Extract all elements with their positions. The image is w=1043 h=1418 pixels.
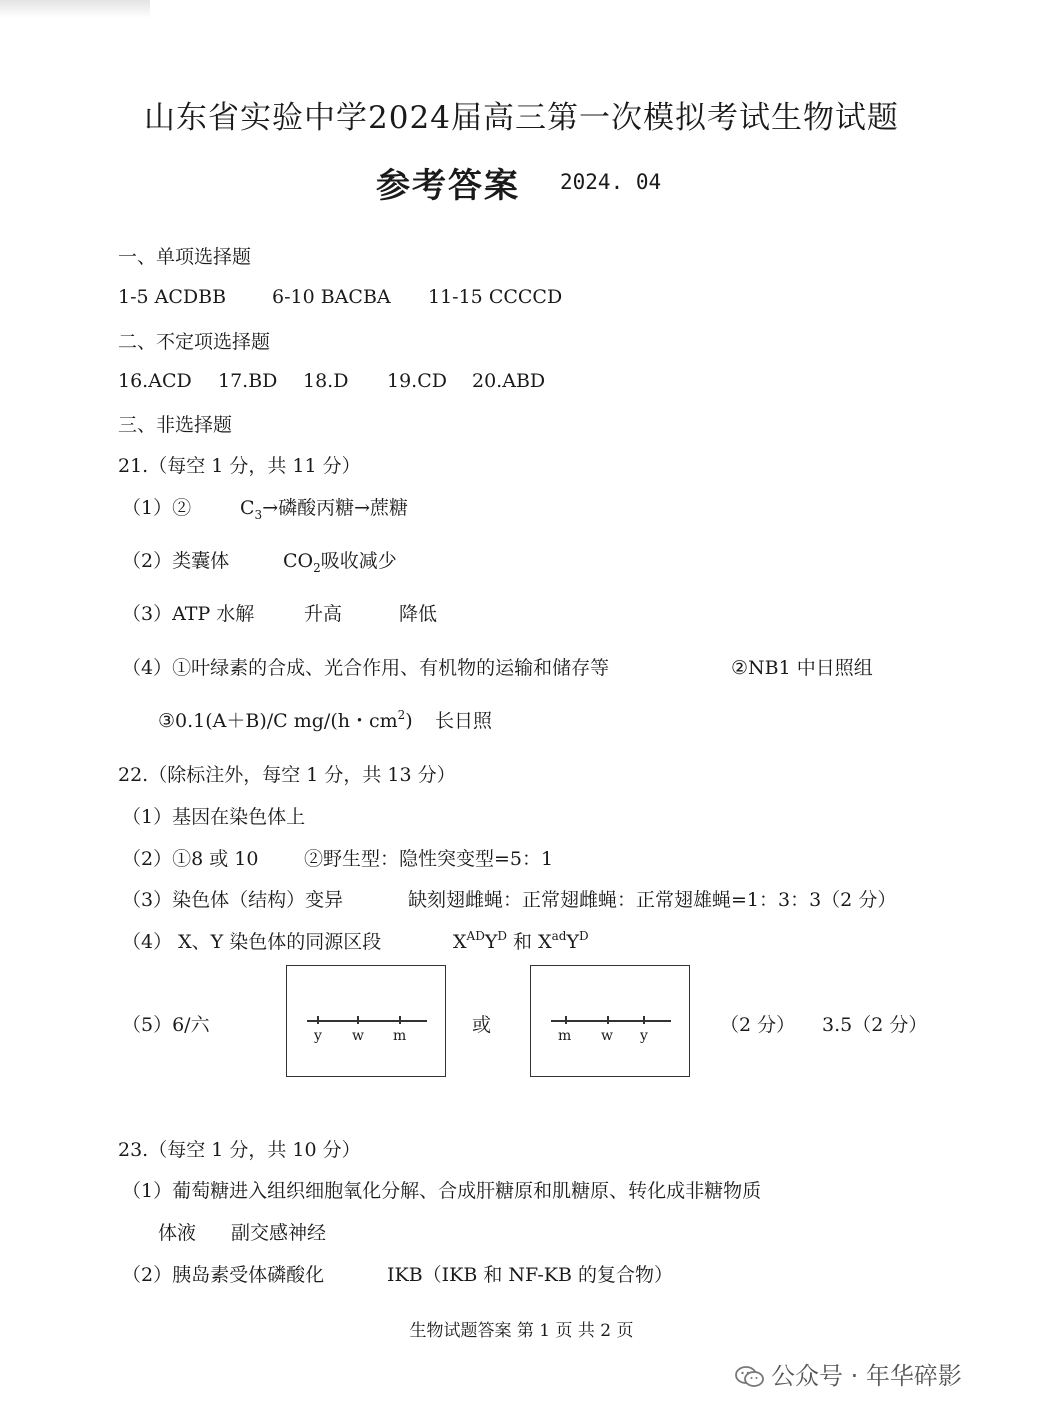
answer-key-heading: 参考答案 [376, 166, 520, 206]
gene-label-m: m [393, 1028, 407, 1044]
q23-part2-b: IKB（IKB 和 NF-KB 的复合物） [387, 1264, 673, 1286]
q23-part1-b: 体液 [158, 1222, 197, 1244]
wechat-icon [735, 1366, 765, 1388]
answer-20: 20.ABD [472, 370, 546, 392]
genotype1-y: Y [484, 931, 498, 953]
genotype1-y-sup: D [497, 929, 507, 943]
q23-part1: （1）葡萄糖进入组织细胞氧化分解、合成肝糖原和肌糖原、转化成非糖物质 [122, 1180, 762, 1202]
gene-diagram-2 [530, 965, 690, 1077]
genotype1-x-sup: AD [466, 929, 485, 943]
q21-rate-close: ) [405, 710, 413, 732]
locus-tick [643, 1016, 645, 1024]
gene-diagram-1 [286, 965, 446, 1077]
watermark [735, 1356, 962, 1391]
q22-part5-points: （2 分） [720, 1014, 796, 1036]
page-footer: 生物试题答案 第 1 页 共 2 页 [409, 1321, 634, 1341]
q21-pathway: →磷酸丙糖→蔗糖 [262, 497, 409, 519]
q22-part4-genotypes [453, 927, 589, 954]
q22-part1: （1）基因在染色体上 [122, 806, 306, 828]
watermark-text: 公众号 · 年华碎影 [771, 1362, 962, 1390]
locus-tick [565, 1016, 567, 1024]
q21-part3-b: 升高 [304, 603, 343, 625]
q21-part2-label: （2）类囊体 [122, 550, 230, 572]
genotype2-y-sup: D [579, 929, 589, 943]
document-title: 山东省实验中学2024届高三第一次模拟考试生物试题 [144, 100, 899, 136]
genotype2-x-sup: ad [551, 929, 567, 943]
document-date: 2024. 04 [560, 170, 662, 194]
q21-part1-answer [240, 493, 408, 520]
chromosome-line-2 [551, 1020, 671, 1022]
q23-part2-a: （2）胰岛素受体磷酸化 [122, 1264, 325, 1286]
q22-header: 22.（除标注外，每空 1 分，共 13 分） [118, 764, 456, 786]
q22-part3-a: （3）染色体（结构）变异 [122, 889, 344, 911]
chromosome-line-1 [307, 1020, 427, 1022]
answer-17: 17.BD [218, 370, 278, 392]
q23-part1-c: 副交感神经 [231, 1222, 327, 1244]
q21-part4-d: 长日照 [435, 710, 493, 732]
q21-co: CO [283, 550, 314, 572]
gene-label-y: y [314, 1028, 322, 1044]
answer-11-15: 11-15 CCCCD [428, 286, 563, 308]
q21-part4-c [158, 706, 413, 733]
gene-label-y: y [640, 1028, 648, 1044]
gene-label-w: w [601, 1028, 613, 1044]
q22-part2-b: ②野生型：隐性突变型=5：1 [304, 848, 554, 870]
q21-part1-label: （1）② [122, 497, 192, 519]
genotype1-x: X [453, 931, 467, 953]
gene-label-w: w [352, 1028, 364, 1044]
answer-16: 16.ACD [118, 370, 192, 392]
q22-part4-label: （4） X、Y 染色体的同源区段 [122, 931, 382, 953]
q21-rate-superscript: 2 [397, 708, 406, 722]
q21-co-rest: 吸收减少 [320, 550, 397, 572]
q23-header: 23.（每空 1 分，共 10 分） [118, 1139, 361, 1161]
section-multi-choice-heading: 二、不定项选择题 [118, 331, 271, 353]
locus-tick [607, 1016, 609, 1024]
q21-part4-label: （4）①叶绿素的合成、光合作用、有机物的运输和储存等 [122, 657, 610, 679]
q22-part2-a: （2）①8 或 10 [122, 848, 259, 870]
section-non-choice-heading: 三、非选择题 [118, 414, 233, 436]
q22-part5-label: （5）6/六 [122, 1014, 210, 1036]
locus-tick [317, 1016, 319, 1024]
gene-label-m: m [558, 1028, 572, 1044]
answer-6-10: 6-10 BACBA [272, 286, 391, 308]
or-text: 或 [472, 1014, 492, 1036]
locus-tick [399, 1016, 401, 1024]
q22-part3-b: 缺刻翅雌蝇：正常翅雌蝇：正常翅雄蝇=1：3：3（2 分） [408, 889, 897, 911]
answer-1-5: 1-5 ACDBB [118, 286, 227, 308]
page-edge-shadow [0, 0, 150, 18]
locus-tick [357, 1016, 359, 1024]
q21-part4-b: ②NB1 中日照组 [731, 657, 873, 679]
q21-header: 21.（每空 1 分，共 11 分） [118, 455, 361, 477]
q21-part3-c: 降低 [399, 603, 438, 625]
genotype2-y: Y [566, 931, 580, 953]
q21-rate-formula: ③0.1(A＋B)/C mg/(h・cm [158, 710, 398, 732]
q21-c: C [240, 497, 255, 519]
genotype-and: 和 [507, 931, 539, 953]
q21-c-subscript: 3 [254, 508, 263, 522]
genotype2-x: X [538, 931, 552, 953]
section-single-choice-heading: 一、单项选择题 [118, 246, 252, 268]
answer-18: 18.D [303, 370, 349, 392]
answer-19: 19.CD [387, 370, 447, 392]
q21-co-subscript: 2 [313, 561, 321, 575]
q21-part3-label: （3）ATP 水解 [122, 603, 255, 625]
q22-part5-answer2: 3.5（2 分） [822, 1014, 928, 1036]
q21-part2-answer [283, 546, 397, 573]
